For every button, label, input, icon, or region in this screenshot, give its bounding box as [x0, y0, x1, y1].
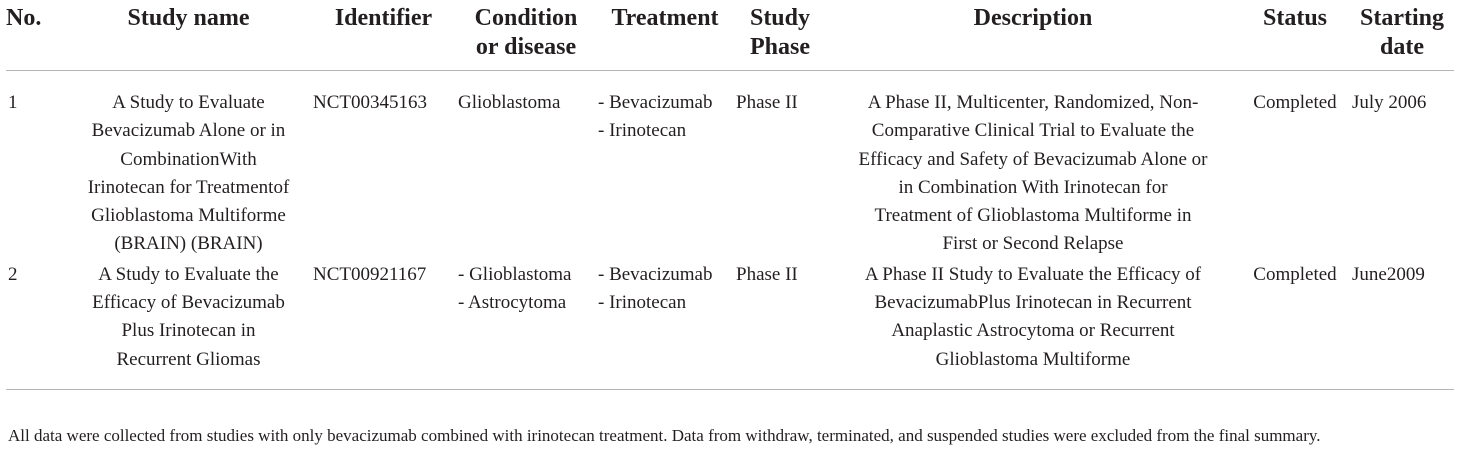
- clinical-trials-table: [6, 0, 1454, 390]
- header-condition: Condition or disease: [456, 0, 596, 71]
- cell-status: Completed: [1240, 261, 1350, 390]
- header-description: Description: [826, 0, 1240, 71]
- header-identifier: Identifier: [311, 0, 456, 71]
- table-row: [6, 261, 1454, 390]
- header-row: [6, 0, 1454, 71]
- cell-condition: - Glioblastoma - Astrocytoma: [456, 261, 596, 390]
- cell-description: A Phase II, Multicenter, Randomized, Non- Comparative Clinical Trial to Evaluate the Efficacy and Safety of Bevacizumab Alone or in Combination With Irinotecan for Treatment of Glioblastoma Multiforme in First or Second Relapse: [858, 92, 1208, 255]
- header-no: No.: [6, 0, 66, 71]
- header-status: Status: [1240, 0, 1350, 71]
- header-starting-date: Starting date: [1350, 0, 1454, 71]
- cell-study-name: A Study to Evaluate the Efficacy of Bevacizumab Plus Irinotecan in Recurrent Gliomas: [66, 261, 311, 390]
- cell-study-name: A Study to Evaluate Bevacizumab Alone or in CombinationWith Irinotecan for Treatmentof Glioblastoma Multiforme (BRAIN) (BRAIN): [87, 92, 290, 255]
- cell-treatment: - Bevacizumab - Irinotecan: [596, 261, 734, 390]
- cell-treatment: - Bevacizumab - Irinotecan: [598, 92, 713, 142]
- table-footnote: All data were collected from studies with only bevacizumab combined with irinotecan treatment. Data from withdraw, terminated, and suspended studies were excluded from the final summary.: [8, 426, 1321, 445]
- cell-status: Completed: [1253, 92, 1337, 113]
- cell-phase: Phase II: [734, 261, 826, 390]
- cell-no: 2: [6, 261, 66, 390]
- header-treatment: Treatment: [596, 0, 734, 71]
- cell-identifier: NCT00921167: [311, 261, 456, 390]
- table-row: [6, 71, 1454, 261]
- cell-description: A Phase II Study to Evaluate the Efficacy of BevacizumabPlus Irinotecan in Recurrent Anaplastic Astrocytoma or Recurrent Glioblastoma Multiforme: [826, 261, 1240, 390]
- header-study-phase: Study Phase: [734, 0, 826, 71]
- cell-no: 1: [8, 92, 18, 113]
- cell-starting-date: June2009: [1350, 261, 1454, 390]
- cell-phase: Phase II: [736, 92, 798, 113]
- cell-identifier: NCT00345163: [313, 92, 427, 113]
- header-study-name: Study name: [66, 0, 311, 71]
- cell-starting-date: July 2006: [1352, 92, 1427, 113]
- cell-condition: Glioblastoma: [458, 92, 561, 113]
